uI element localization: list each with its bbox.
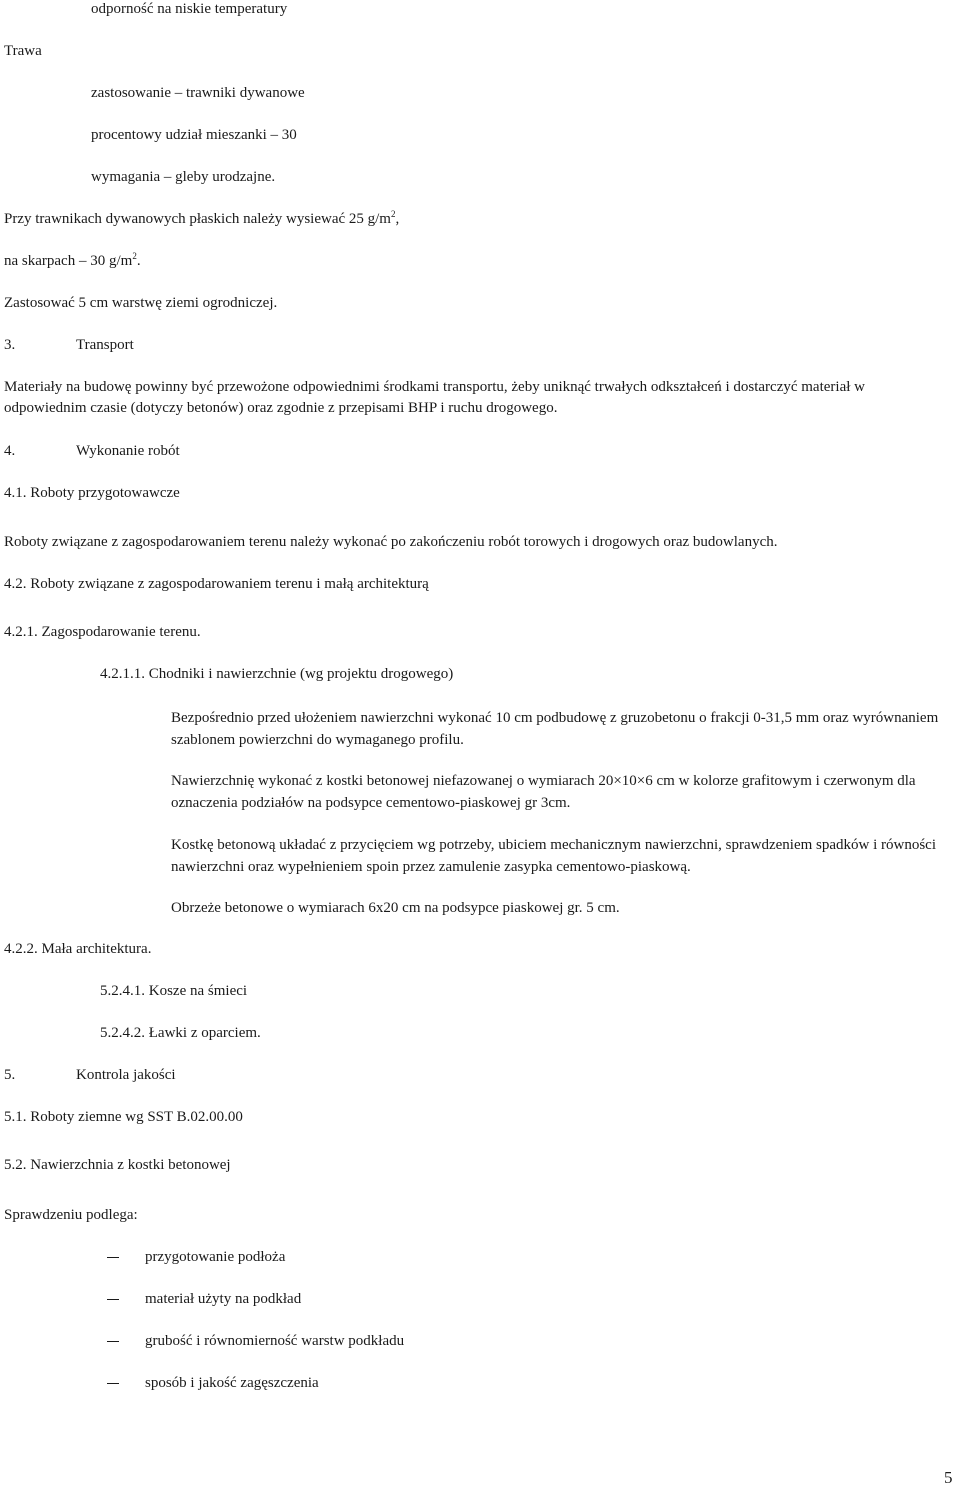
section-4-1-body: Roboty związane z zagospodarowaniem terenu należy wykonać po zakończeniu robót torowych i drogowych oraz budowlanych. xyxy=(4,534,778,550)
section-5-2-4-2: 5.2.4.2. Ławki z oparciem. xyxy=(100,1025,261,1041)
grass-share: procentowy udział mieszanki – 30 xyxy=(91,127,297,143)
list-bullet-dash xyxy=(107,1383,119,1384)
paving-paragraph-2: Nawierzchnię wykonać z kostki betonowej niefazowanej o wymiarach 20×10×6 cm w kolorze grafitowym i czerwonym dla oznaczenia podziałów na podsypce cementowo-piaskowej gr 3cm. xyxy=(171,773,916,811)
quality-heading: 5. Kontrola jakości xyxy=(4,1067,176,1083)
page-number: 5 xyxy=(944,1468,953,1487)
sowing-slope: na skarpach – 30 $g/m^2$. xyxy=(4,251,141,269)
section-4-2-1: 4.2.1. Zagospodarowanie terenu. xyxy=(4,624,201,640)
section-5-2-4-1: 5.2.4.1. Kosze na śmieci xyxy=(100,983,248,999)
section-4-1: 4.1. Roboty przygotowawcze xyxy=(4,485,180,501)
grass-heading: Trawa xyxy=(4,43,42,59)
paving-paragraph-3: Kostkę betonową układać z przycięciem wg potrzeby, ubiciem mechanicznym nawierzchni, sprawdzeniem spadków i równości nawierzchni oraz wypełnieniem spoin przez zamulenie zasypka cementowo-piaskową. xyxy=(171,837,936,875)
section-5-1: 5.1. Roboty ziemne wg SST B.02.00.00 xyxy=(4,1109,243,1125)
section-4-2-1-1: 4.2.1.1. Chodniki i nawierzchnie (wg projektu drogowego) xyxy=(100,666,454,682)
works-heading: 4. Wykonanie robót xyxy=(4,443,180,459)
list-bullet-dash xyxy=(107,1341,119,1342)
cold-resistance-text: odporność na niskie temperatury xyxy=(91,1,288,17)
paving-paragraph-1: Bezpośrednio przed ułożeniem nawierzchni wykonać 10 cm podbudowę z gruzobetonu o frakcji 0-31,5 mm oraz wyrównaniem szablonem powierzchni do wymaganego profilu. xyxy=(171,710,939,748)
list-item: sposób i jakość zagęszczenia xyxy=(145,1375,319,1391)
list-item: grubość i równomierność warstw podkładu xyxy=(145,1333,405,1349)
sowing-flat: Przy trawnikach dywanowych płaskich należy wysiewać 25 $g/m^2$, xyxy=(4,209,400,227)
list-bullet-dash xyxy=(107,1257,119,1258)
list-item: przygotowanie podłoża xyxy=(145,1249,286,1265)
section-5-2: 5.2. Nawierzchnia z kostki betonowej xyxy=(4,1157,231,1173)
section-4-2-2: 4.2.2. Mała architektura. xyxy=(4,941,152,957)
grass-use: zastosowanie – trawniki dywanowe xyxy=(91,85,305,101)
section-4-2: 4.2. Roboty związane z zagospodarowaniem terenu i małą architekturą xyxy=(4,576,429,592)
list-item: materiał użyty na podkład xyxy=(145,1291,302,1307)
grass-soil: wymagania – gleby urodzajne. xyxy=(91,169,276,185)
list-bullet-dash xyxy=(107,1299,119,1300)
paving-paragraph-4: Obrzeże betonowe o wymiarach 6x20 cm na podsypce piaskowej gr. 5 cm. xyxy=(171,900,620,916)
transport-heading: 3. Transport xyxy=(4,337,134,353)
check-label: Sprawdzeniu podlega: xyxy=(4,1207,138,1223)
transport-body: Materiały na budowę powinny być przewożone odpowiednimi środkami transportu, żeby uniknąć trwałych odkształceń i dostarczyć materiał w odpowiednim czasie (dotyczy betonów) oraz zgodnie z przepisami BHP i ruchu drogowego. xyxy=(4,379,865,416)
soil-layer: Zastosować 5 cm warstwę ziemi ogrodniczej. xyxy=(4,295,278,311)
